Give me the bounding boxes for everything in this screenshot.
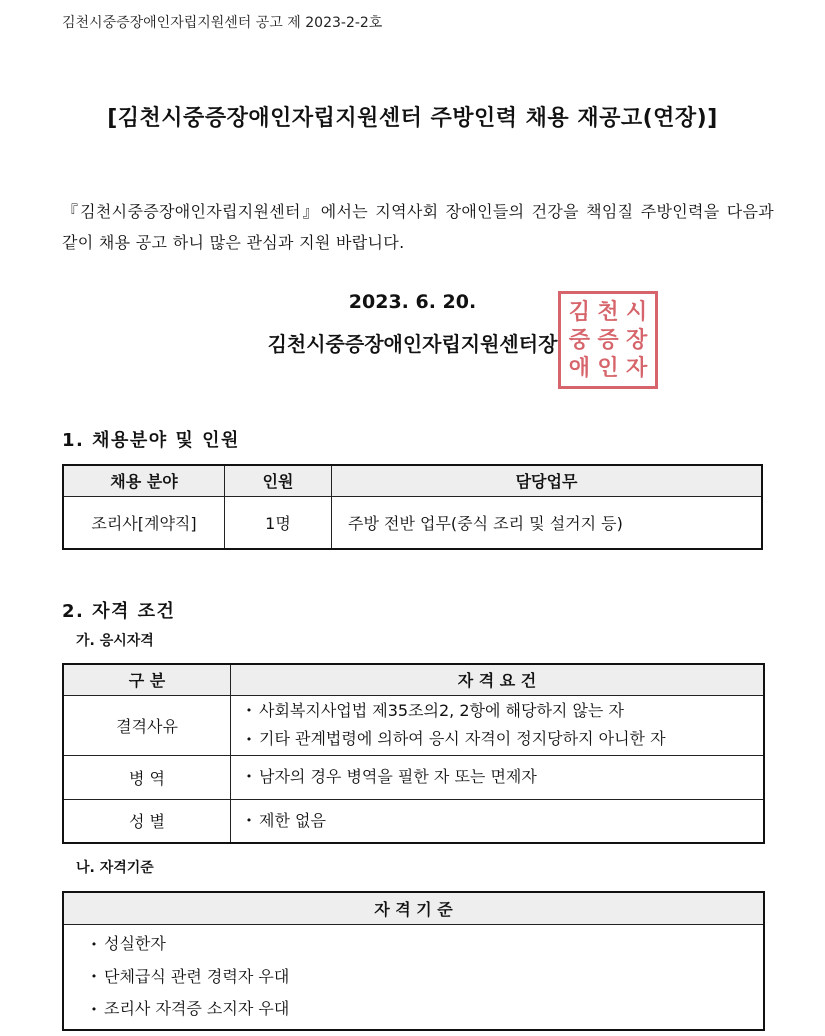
- seal-char: 인: [597, 355, 619, 381]
- col-header-requirements: 자 격 요 건: [231, 664, 765, 695]
- subheading-eligibility: 가. 응시자격: [76, 633, 154, 649]
- seal-char: 자: [626, 355, 648, 381]
- cell-requirements: [231, 695, 765, 755]
- seal-char: 중: [568, 327, 590, 353]
- criteria-table: [62, 891, 765, 1031]
- seal-char: 천: [597, 299, 619, 325]
- col-header-category: 구 분: [63, 664, 231, 695]
- list-item: • 성실한자: [84, 928, 763, 961]
- list-item: • 사회복지사업법 제35조의2, 2항에 해당하지 않는 자: [239, 697, 763, 726]
- cell-requirements: [231, 799, 765, 843]
- cell-category: 병 역: [63, 755, 231, 799]
- col-header-field: 채용 분야: [63, 465, 225, 496]
- table-row: [63, 496, 762, 549]
- recruitment-table: [62, 464, 763, 550]
- intro-paragraph: 『김천시중증장애인자립지원센터』에서는 지역사회 장애인들의 건강을 책임질 주방인력을 다음과 같이 채용 공고 하니 많은 관심과 지원 바랍니다.: [62, 202, 774, 252]
- section-heading-qualifications: 2. 자격 조건: [62, 601, 176, 622]
- list-item: • 단체급식 관련 경력자 우대: [84, 961, 763, 994]
- list-item: • 제한 없음: [239, 807, 763, 836]
- list-item: • 기타 관계법령에 의하여 응시 자격이 정지당하지 아니한 자: [239, 725, 763, 754]
- list-item: • 남자의 경우 병역을 필한 자 또는 면제자: [239, 763, 763, 792]
- notice-number: 김천시중증장애인자립지원센터 공고 제 2023-2-2호: [62, 15, 383, 31]
- col-header-criteria: 자 격 기 준: [63, 892, 764, 925]
- table-row: [63, 925, 764, 1030]
- cell-requirements: [231, 755, 765, 799]
- seal-char: 시: [626, 299, 648, 325]
- seal-char: 증: [597, 327, 619, 353]
- subheading-criteria: 나. 자격기준: [76, 860, 154, 876]
- cell-category: 성 별: [63, 799, 231, 843]
- announcement-date: 2023. 6. 20.: [348, 291, 477, 313]
- table-row: [63, 799, 764, 843]
- col-header-duties: 담당업무: [332, 465, 763, 496]
- organization-head: 김천시중증장애인자립지원센터장: [267, 332, 558, 356]
- cell-criteria: [63, 925, 764, 1030]
- cell-category: 결격사유: [63, 695, 231, 755]
- seal-char: 애: [568, 355, 590, 381]
- table-row: [63, 755, 764, 799]
- cell-duties: 주방 전반 업무(중식 조리 및 설거지 등): [332, 496, 763, 549]
- seal-char: 장: [626, 327, 648, 353]
- table-row: [63, 695, 764, 755]
- cell-field: 조리사[계약직]: [63, 496, 225, 549]
- cell-headcount: 1명: [225, 496, 332, 549]
- section-heading-recruitment: 1. 채용분야 및 인원: [62, 430, 240, 451]
- eligibility-table: [62, 663, 765, 844]
- seal-char: 김: [568, 299, 590, 325]
- page-title: [김천시중증장애인자립지원센터 주방인력 채용 재공고(연장)]: [107, 106, 718, 131]
- col-header-headcount: 인원: [225, 465, 332, 496]
- list-item: • 조리사 자격증 소지자 우대: [84, 993, 763, 1026]
